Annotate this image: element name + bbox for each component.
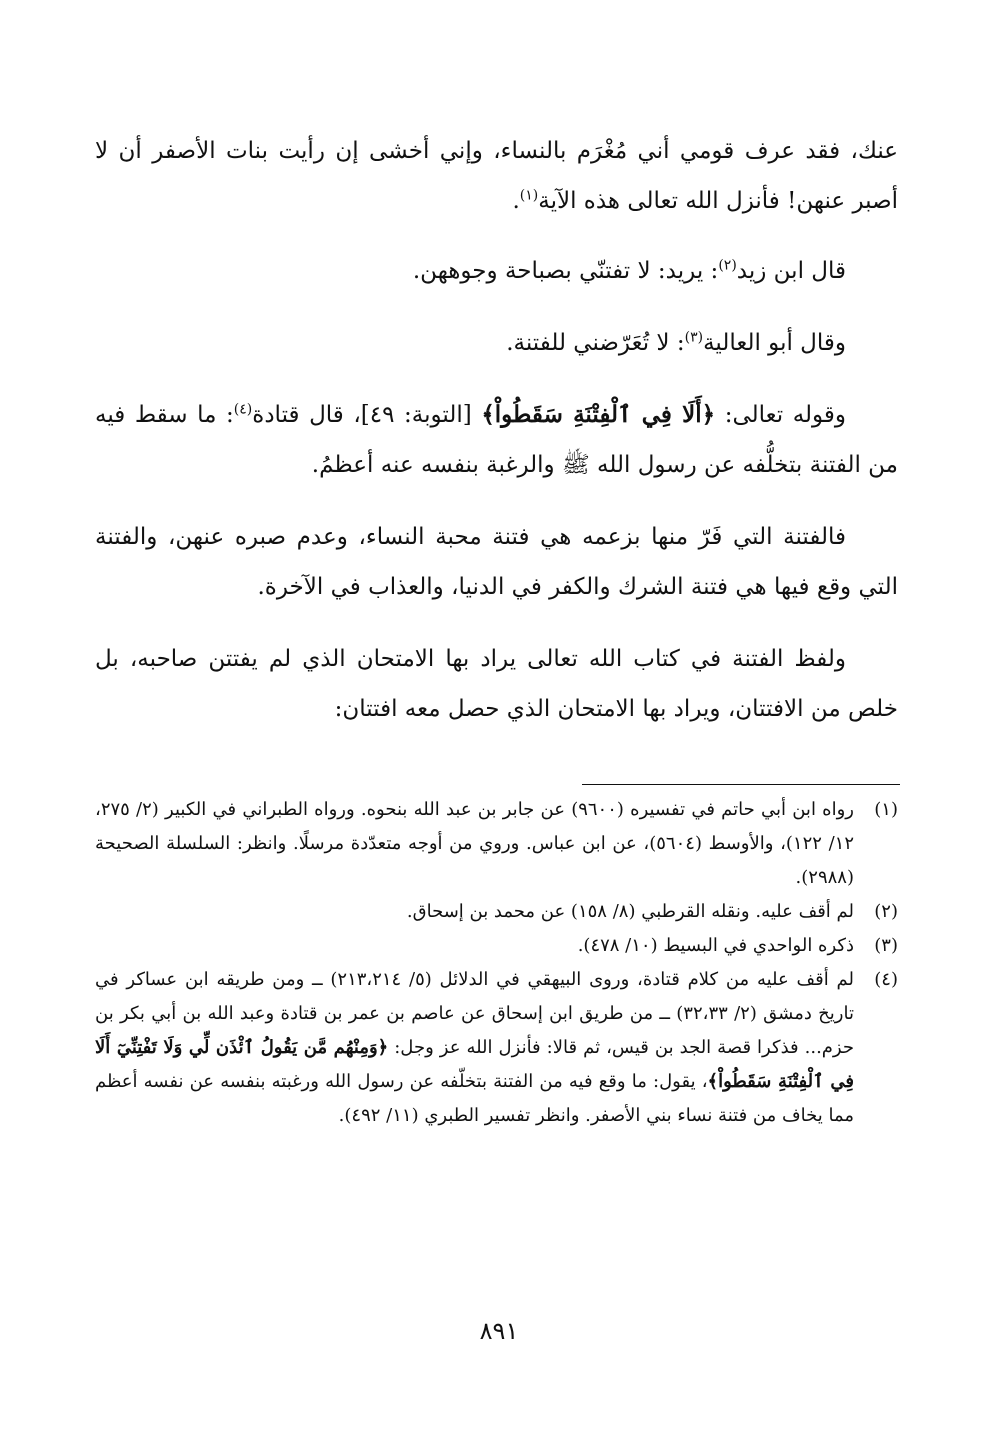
paragraph-1 xyxy=(95,126,898,226)
paragraph-1-end: . xyxy=(512,188,520,214)
footnote-ref-3: (٣) xyxy=(684,329,704,346)
footnote-3 xyxy=(95,929,898,963)
paragraph-2-text-a: قال ابن زيد xyxy=(736,258,846,284)
footnotes xyxy=(95,793,898,1133)
paragraph-5-text: فالفتنة التي فَرّ منها بزعمه هي فتنة محبة النساء، وعدم صبره عنهن، والفتنة التي وقع فيها هي فتنة الشرك والكفر في الدنيا، والعذاب في الآخرة. xyxy=(95,524,898,600)
footnote-text: ذكره الواحدي في البسيط (١٠/ ٤٧٨). xyxy=(577,935,854,956)
page-number: ٨٩١ xyxy=(479,1317,519,1345)
footnote-text xyxy=(95,963,854,1133)
quran-verse-at-tawbah-49: ﴿أَلَا فِي ٱلْفِتْنَةِ سَقَطُواْ﴾ xyxy=(481,401,716,428)
main-text xyxy=(95,126,898,756)
footnote-text: لم أقف عليه. ونقله القرطبي (٨/ ١٥٨) عن محمد بن إسحاق. xyxy=(406,901,854,922)
paragraph-2-text-b: : يريد: لا تفتنّي بصباحة وجوههن. xyxy=(412,258,719,284)
footnote-4-text-b: ، يقول: ما وقع فيه من الفتنة بتخلّفه عن رسول الله ورغبته بنفسه عن نفسه أعظم مما يخاف من فتنة نساء بني الأصفر. وانظر تفسير الطبري (١١/ ٤٩٢). xyxy=(95,1071,854,1126)
paragraph-4 xyxy=(95,390,898,490)
paragraph-6-text: ولفظ الفتنة في كتاب الله تعالى يراد بها الامتحان الذي لم يفتتن صاحبه، بل خلص من الافتتان، ويراد بها الامتحان الذي حصل معه افتتان: xyxy=(95,646,898,722)
paragraph-6 xyxy=(95,634,898,734)
paragraph-3-text-a: وقال أبو العالية xyxy=(703,330,846,356)
footnote-number: (٤) xyxy=(874,969,898,990)
quran-verse-at-tawbah-49-full: ﴿وَمِنْهُم مَّن يَقُولُ ٱئْذَن لِّي وَلَا تَفْتِنِّيٓ أَلَا فِي ٱلْفِتْنَةِ سَقَطُواْ﴾ xyxy=(95,1037,854,1092)
footnote-4 xyxy=(95,963,898,1133)
footnote-ref-1: (١) xyxy=(519,187,539,204)
paragraph-5 xyxy=(95,512,898,612)
paragraph-4-text-b: [التوبة: ٤٩]، قال قتادة xyxy=(252,402,482,428)
footnote-ref-2: (٢) xyxy=(718,257,737,274)
footnote-number: (١) xyxy=(874,799,898,820)
paragraph-4-text-a: وقوله تعالى: xyxy=(715,402,847,428)
footnote-2 xyxy=(95,895,898,929)
paragraph-2 xyxy=(95,246,898,296)
footnote-ref-4: (٤) xyxy=(233,401,253,418)
paragraph-3 xyxy=(95,318,898,368)
footnote-separator xyxy=(582,784,900,785)
footnote-number: (٣) xyxy=(874,935,898,956)
footnote-1 xyxy=(95,793,898,895)
paragraph-4-text-c: : ما سقط فيه من الفتنة بتخلُّفه عن رسول الله ﷺ والرغبة بنفسه عنه أعظمُ. xyxy=(95,402,898,478)
paragraph-1-text: عنك، فقد عرف قومي أني مُغْرَم بالنساء، وإني أخشى إن رأيت بنات الأصفر أن لا أصبر عنهن! فأنزل الله تعالى هذه الآية xyxy=(95,138,898,214)
footnote-text: رواه ابن أبي حاتم في تفسيره (٩٦٠٠) عن جابر بن عبد الله بنحوه. ورواه الطبراني في الكبير (٢/ ٢٧٥، ١٢/ ١٢٢)، والأوسط (٥٦٠٤)، عن ابن عباس. وروي من أوجه متعدّدة مرسلًا. وانظر: السلسلة الصحيحة (٢٩٨٨). xyxy=(95,799,854,888)
footnote-4-text-a: لم أقف عليه من كلام قتادة، وروى البيهقي في الدلائل (٥/ ٢١٣،٢١٤) ــ ومن طريقه ابن عساكر في تاريخ دمشق (٢/ ٣٢،٣٣) ــ من طريق ابن إسحاق عن عاصم بن عمر بن قتادة وعبد الله بن أبي بكر بن حزم... فذكرا قصة الجد بن قيس، ثم قالا: فأنزل الله عز وجل: xyxy=(95,969,854,1058)
paragraph-3-text-b: : لا تُعَرّضني للفتنة. xyxy=(506,330,685,356)
footnote-number: (٢) xyxy=(874,901,898,922)
